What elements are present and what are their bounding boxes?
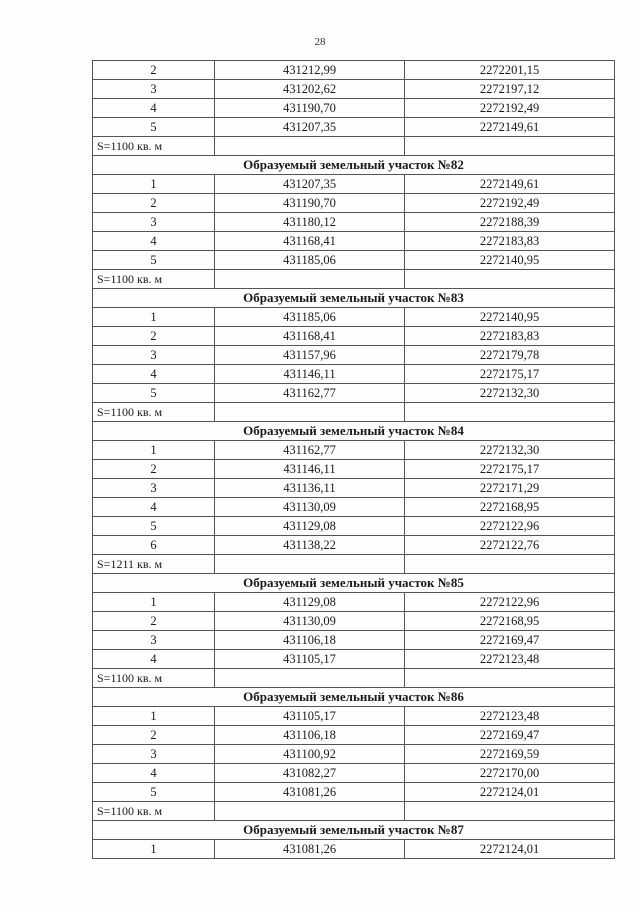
point-number: 2 (93, 61, 215, 80)
coordinate-x: 431138,22 (215, 536, 405, 555)
table-row (93, 308, 615, 327)
coordinate-y: 2272132,30 (405, 441, 615, 460)
area-value: S=1100 кв. м (93, 137, 215, 156)
table-row (93, 384, 615, 403)
area-value: S=1211 кв. м (93, 555, 215, 574)
empty-cell (405, 802, 615, 821)
table-row (93, 479, 615, 498)
point-number: 5 (93, 384, 215, 403)
point-number: 2 (93, 726, 215, 745)
point-number: 3 (93, 346, 215, 365)
coordinate-x: 431207,35 (215, 118, 405, 137)
coordinate-y: 2272124,01 (405, 840, 615, 859)
table-row (93, 840, 615, 859)
table-row (93, 441, 615, 460)
table-row (93, 80, 615, 99)
table-row (93, 365, 615, 384)
coordinate-y: 2272188,39 (405, 213, 615, 232)
table-row (93, 175, 615, 194)
coordinate-x: 431105,17 (215, 707, 405, 726)
empty-cell (215, 137, 405, 156)
point-number: 4 (93, 365, 215, 384)
point-number: 5 (93, 118, 215, 137)
coordinate-y: 2272169,59 (405, 745, 615, 764)
point-number: 5 (93, 783, 215, 802)
point-number: 6 (93, 536, 215, 555)
section-title: Образуемый земельный участок №87 (93, 821, 615, 840)
point-number: 3 (93, 80, 215, 99)
area-value: S=1100 кв. м (93, 802, 215, 821)
table-row (93, 460, 615, 479)
coordinate-y: 2272169,47 (405, 631, 615, 650)
empty-cell (215, 403, 405, 422)
point-number: 4 (93, 764, 215, 783)
point-number: 1 (93, 707, 215, 726)
table-row (93, 593, 615, 612)
table-row (93, 783, 615, 802)
coordinate-y: 2272192,49 (405, 194, 615, 213)
point-number: 3 (93, 631, 215, 650)
empty-cell (405, 669, 615, 688)
table-row (93, 327, 615, 346)
point-number: 3 (93, 213, 215, 232)
area-row (93, 802, 615, 821)
coordinate-y: 2272149,61 (405, 175, 615, 194)
coordinate-y: 2272122,96 (405, 593, 615, 612)
empty-cell (405, 137, 615, 156)
coordinate-y: 2272192,49 (405, 99, 615, 118)
coordinate-y: 2272123,48 (405, 650, 615, 669)
table-row (93, 346, 615, 365)
coordinate-x: 431081,26 (215, 840, 405, 859)
coordinate-x: 431129,08 (215, 593, 405, 612)
coordinate-y: 2272179,78 (405, 346, 615, 365)
coordinate-x: 431168,41 (215, 232, 405, 251)
section-title: Образуемый земельный участок №85 (93, 574, 615, 593)
empty-cell (405, 403, 615, 422)
coordinate-x: 431190,70 (215, 194, 405, 213)
coordinate-x: 431185,06 (215, 308, 405, 327)
area-row (93, 270, 615, 289)
coordinate-y: 2272132,30 (405, 384, 615, 403)
section-heading-row (93, 422, 615, 441)
page-number: 28 (314, 36, 326, 48)
coordinates-table-body (93, 61, 615, 859)
empty-cell (405, 555, 615, 574)
coordinate-x: 431129,08 (215, 517, 405, 536)
point-number: 4 (93, 498, 215, 517)
coordinate-x: 431190,70 (215, 99, 405, 118)
coordinate-y: 2272201,15 (405, 61, 615, 80)
coordinate-y: 2272170,00 (405, 764, 615, 783)
table-row (93, 631, 615, 650)
coordinate-y: 2272149,61 (405, 118, 615, 137)
area-value: S=1100 кв. м (93, 270, 215, 289)
section-heading-row (93, 574, 615, 593)
coordinate-x: 431100,92 (215, 745, 405, 764)
coordinate-x: 431130,09 (215, 612, 405, 631)
point-number: 5 (93, 251, 215, 270)
coordinate-y: 2272175,17 (405, 460, 615, 479)
coordinate-x: 431081,26 (215, 783, 405, 802)
empty-cell (215, 270, 405, 289)
table-row (93, 99, 615, 118)
point-number: 2 (93, 194, 215, 213)
coordinates-table (92, 60, 615, 859)
empty-cell (215, 555, 405, 574)
point-number: 2 (93, 460, 215, 479)
coordinate-x: 431185,06 (215, 251, 405, 270)
empty-cell (405, 270, 615, 289)
area-row (93, 403, 615, 422)
point-number: 4 (93, 650, 215, 669)
point-number: 5 (93, 517, 215, 536)
table-row (93, 745, 615, 764)
table-row (93, 650, 615, 669)
coordinate-x: 431168,41 (215, 327, 405, 346)
coordinate-x: 431157,96 (215, 346, 405, 365)
table-row (93, 498, 615, 517)
section-heading-row (93, 821, 615, 840)
section-title: Образуемый земельный участок №83 (93, 289, 615, 308)
section-title: Образуемый земельный участок №84 (93, 422, 615, 441)
point-number: 4 (93, 232, 215, 251)
coordinate-y: 2272168,95 (405, 498, 615, 517)
point-number: 1 (93, 840, 215, 859)
table-row (93, 726, 615, 745)
section-heading-row (93, 156, 615, 175)
table-row (93, 61, 615, 80)
coordinate-y: 2272140,95 (405, 251, 615, 270)
coordinate-x: 431202,62 (215, 80, 405, 99)
coordinate-y: 2272168,95 (405, 612, 615, 631)
coordinate-x: 431162,77 (215, 441, 405, 460)
section-heading-row (93, 688, 615, 707)
coordinate-y: 2272140,95 (405, 308, 615, 327)
coordinate-y: 2272175,17 (405, 365, 615, 384)
point-number: 1 (93, 175, 215, 194)
empty-cell (215, 802, 405, 821)
point-number: 2 (93, 327, 215, 346)
coordinate-x: 431146,11 (215, 460, 405, 479)
coordinate-y: 2272197,12 (405, 80, 615, 99)
point-number: 1 (93, 441, 215, 460)
coordinate-x: 431136,11 (215, 479, 405, 498)
table-row (93, 232, 615, 251)
coordinate-y: 2272169,47 (405, 726, 615, 745)
table-row (93, 213, 615, 232)
table-row (93, 517, 615, 536)
coordinate-x: 431106,18 (215, 631, 405, 650)
coordinate-x: 431106,18 (215, 726, 405, 745)
coordinate-y: 2272171,29 (405, 479, 615, 498)
point-number: 2 (93, 612, 215, 631)
area-value: S=1100 кв. м (93, 669, 215, 688)
coordinate-y: 2272183,83 (405, 327, 615, 346)
table-row (93, 612, 615, 631)
table-row (93, 251, 615, 270)
table-row (93, 536, 615, 555)
section-heading-row (93, 289, 615, 308)
section-title: Образуемый земельный участок №82 (93, 156, 615, 175)
area-row (93, 137, 615, 156)
table-row (93, 118, 615, 137)
coordinate-y: 2272122,76 (405, 536, 615, 555)
section-title: Образуемый земельный участок №86 (93, 688, 615, 707)
coordinate-x: 431212,99 (215, 61, 405, 80)
coordinate-y: 2272123,48 (405, 707, 615, 726)
table-row (93, 707, 615, 726)
point-number: 1 (93, 308, 215, 327)
point-number: 3 (93, 745, 215, 764)
coordinate-x: 431162,77 (215, 384, 405, 403)
coordinate-y: 2272183,83 (405, 232, 615, 251)
coordinate-x: 431130,09 (215, 498, 405, 517)
coordinate-y: 2272124,01 (405, 783, 615, 802)
coordinate-x: 431082,27 (215, 764, 405, 783)
empty-cell (215, 669, 405, 688)
area-row (93, 669, 615, 688)
table-row (93, 764, 615, 783)
point-number: 1 (93, 593, 215, 612)
coordinate-x: 431207,35 (215, 175, 405, 194)
coordinate-y: 2272122,96 (405, 517, 615, 536)
coordinate-x: 431105,17 (215, 650, 405, 669)
area-value: S=1100 кв. м (93, 403, 215, 422)
coordinate-x: 431180,12 (215, 213, 405, 232)
table-row (93, 194, 615, 213)
point-number: 3 (93, 479, 215, 498)
coordinate-x: 431146,11 (215, 365, 405, 384)
point-number: 4 (93, 99, 215, 118)
area-row (93, 555, 615, 574)
